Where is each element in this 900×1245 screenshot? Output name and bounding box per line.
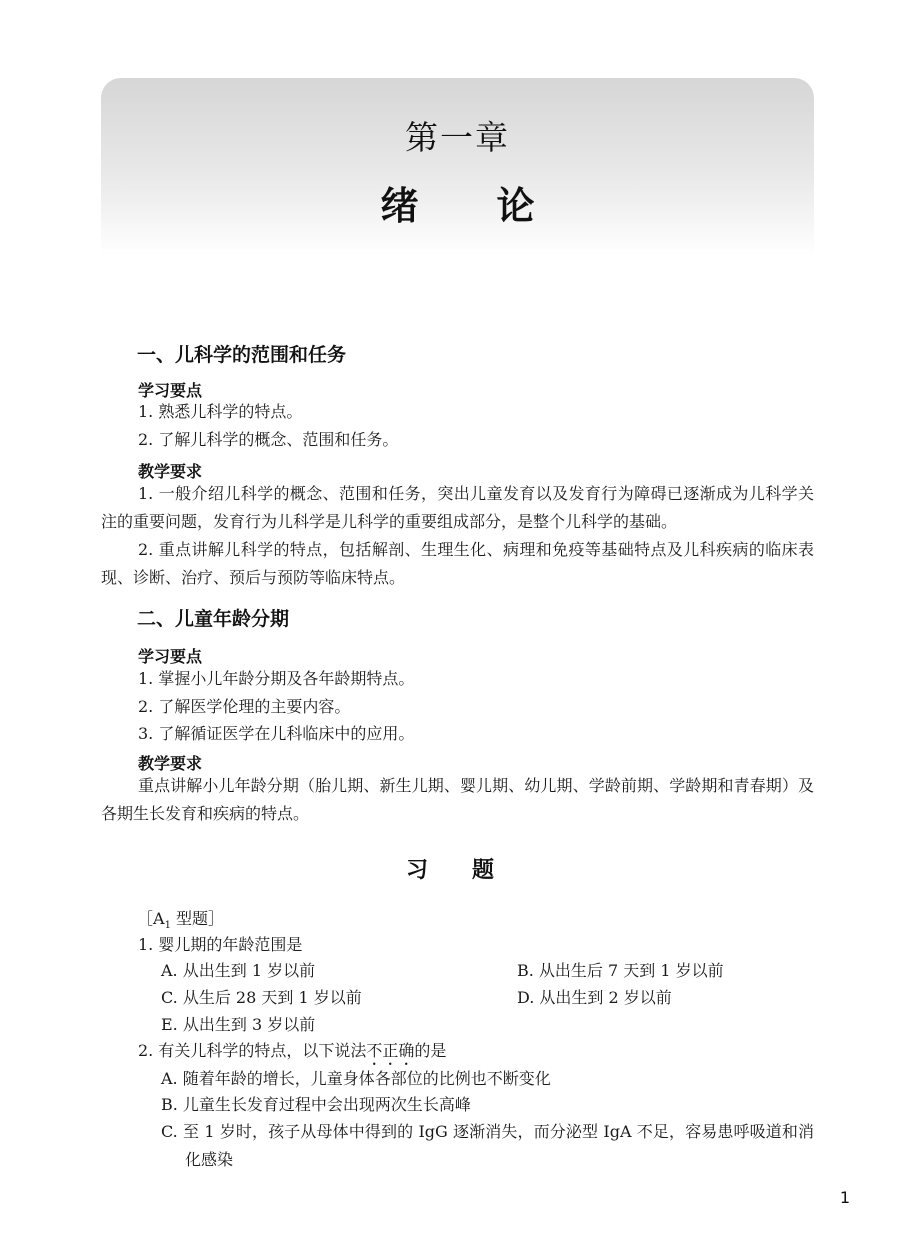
section-1-requirements-label: 教学要求 — [138, 462, 203, 481]
chapter-title-char-1: 绪 — [380, 184, 419, 228]
section-1-key-point: 1. 熟悉儿科学的特点。 — [138, 402, 303, 421]
section-1-requirement-paragraph: 1. 一般介绍儿科学的概念、范围和任务，突出儿童发育以及发育行为障碍已逐渐成为儿科学关注的重要问题，发育行为儿科学是儿科学的重要组成部分，是整个儿科学的基础。 — [101, 484, 814, 531]
section-2-key-point: 1. 掌握小儿年龄分期及各年龄期特点。 — [138, 669, 415, 688]
chapter-title-char-2: 论 — [496, 184, 535, 228]
answer-option: E. 从出生到 3 岁以前 — [161, 1015, 316, 1034]
section-2-requirements-label: 教学要求 — [138, 754, 203, 773]
section-2-key-point: 2. 了解医学伦理的主要内容。 — [138, 697, 351, 716]
chapter-number: 第一章 — [405, 118, 510, 157]
section-2-key-points-label: 学习要点 — [138, 647, 203, 666]
question-stem: 1. 婴儿期的年龄范围是 — [138, 935, 303, 954]
section-1-requirement-paragraph: 2. 重点讲解儿科学的特点，包括解剖、生理生化、病理和免疫等基础特点及儿科疾病的临床表现、诊断、治疗、预后与预防等临床特点。 — [101, 540, 814, 587]
answer-option: A. 随着年龄的增长，儿童身体各部位的比例也不断变化 — [161, 1069, 551, 1088]
section-1-heading: 一、儿科学的范围和任务 — [137, 344, 347, 366]
page-number: 1 — [839, 1188, 850, 1207]
section-2-requirement-paragraph: 重点讲解小儿年龄分期（胎儿期、新生儿期、婴儿期、幼儿期、学龄前期、学龄期和青春期）及各期生长发育和疾病的特点。 — [101, 776, 814, 823]
question-type-subscript: 1 — [164, 920, 171, 932]
answer-option: A. 从出生到 1 岁以前 — [161, 961, 316, 980]
question-type-label: $[A_1$ 型题］ — [137, 909, 225, 932]
exercises-title-char-2: 题 — [472, 858, 495, 883]
emphasized-text: 不正确 — [366, 1041, 415, 1060]
answer-option: B. 从出生后 7 天到 1 岁以前 — [517, 961, 724, 980]
section-1-key-points-label: 学习要点 — [138, 381, 203, 400]
chapter-banner — [101, 78, 814, 256]
section-1-key-point: 2. 了解儿科学的概念、范围和任务。 — [138, 430, 399, 449]
question-stem: 2. 有关儿科学的特点，以下说法不正确的是 — [138, 1041, 447, 1060]
answer-option: B. 儿童生长发育过程中会出现两次生长高峰 — [161, 1095, 471, 1114]
answer-option: C. 从生后 28 天到 1 岁以前 — [161, 988, 362, 1007]
section-2-heading: 二、儿童年龄分期 — [137, 608, 290, 630]
chapter-title — [101, 175, 814, 230]
exercises-title-char-1: 习 — [405, 858, 428, 883]
answer-option: D. 从出生到 2 岁以前 — [517, 988, 672, 1007]
exercises-title — [0, 853, 900, 884]
section-2-key-point: 3. 了解循证医学在儿科临床中的应用。 — [138, 724, 415, 743]
answer-option: C. 至 1 岁时，孩子从母体中得到的 IgG 逐渐消失，而分泌型 IgA 不足，容易患呼吸道和消化感染 — [161, 1122, 814, 1169]
